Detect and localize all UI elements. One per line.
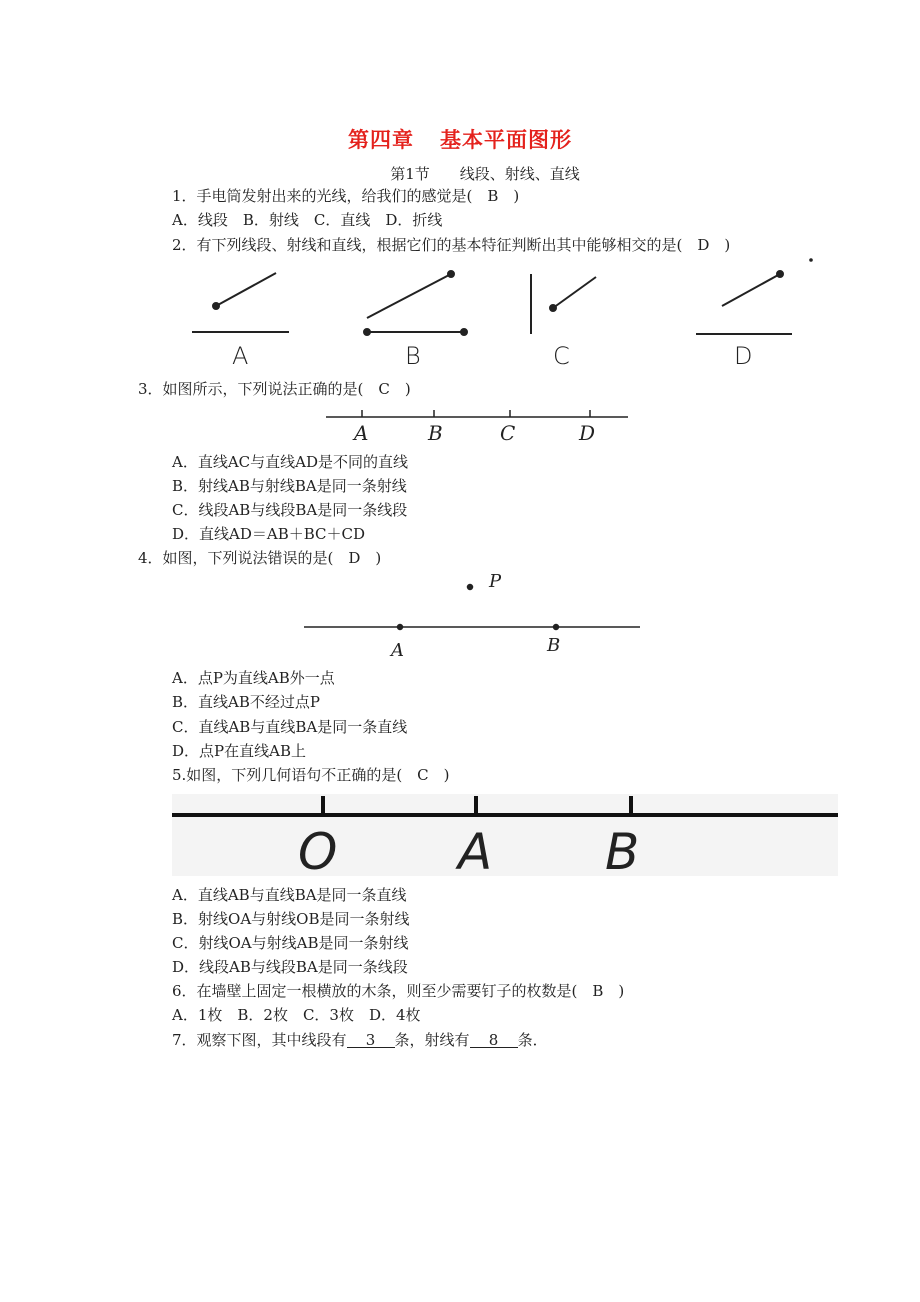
q7-text-mid: 条，射线有 bbox=[394, 1031, 470, 1049]
q5-option-c: C．射线OA与射线AB是同一条射线 bbox=[172, 934, 409, 952]
chapter-title: 第四章 基本平面图形 bbox=[348, 128, 572, 152]
section-title: 第1节 线段、射线、直线 bbox=[390, 165, 580, 183]
q5-point-b: B bbox=[605, 823, 640, 881]
q7-answer-rays: 8 bbox=[470, 1033, 518, 1048]
q1-options: A．线段 B．射线 C．直线 D．折线 bbox=[172, 211, 443, 229]
q2-label-d: D bbox=[734, 342, 753, 370]
q3-line-figure bbox=[326, 410, 628, 417]
q7-text-after: 条． bbox=[517, 1031, 548, 1049]
q2-figure-c bbox=[531, 274, 596, 334]
q5-figure bbox=[172, 794, 838, 876]
q5-point-o: O bbox=[298, 823, 338, 881]
q6-stem: 6．在墙壁上固定一根横放的木条，则至少需要钉子的枚数是( B ) bbox=[172, 982, 625, 1000]
q1-stem: 1．手电筒发射出来的光线，给我们的感觉是( B ) bbox=[172, 187, 520, 205]
q4-option-d: D．点P在直线AB上 bbox=[172, 742, 306, 760]
q2-label-b: B bbox=[405, 342, 421, 370]
q5-stem: 5.如图，下列几何语句不正确的是( C ) bbox=[172, 766, 450, 784]
q2-stem: 2．有下列线段、射线和直线，根据它们的基本特征判断出其中能够相交的是( D ) bbox=[172, 236, 731, 254]
q5-option-b: B．射线OA与射线OB是同一条射线 bbox=[172, 910, 410, 928]
q4-option-b: B．直线AB不经过点P bbox=[172, 693, 320, 711]
q3-option-a: A．直线AC与直线AD是不同的直线 bbox=[172, 453, 409, 471]
q4-option-c: C．直线AB与直线BA是同一条直线 bbox=[172, 718, 408, 736]
q2-figure-a bbox=[192, 273, 289, 332]
q7-answer-segments: 3 bbox=[347, 1033, 395, 1048]
q4-stem: 4．如图，下列说法错误的是( D ) bbox=[138, 549, 382, 567]
q7-question bbox=[172, 1031, 548, 1049]
q2-figure-b bbox=[364, 271, 467, 335]
q3-point-d: D bbox=[579, 421, 596, 445]
q2-label-a: A bbox=[232, 342, 249, 370]
q4-point-b: B bbox=[547, 635, 561, 656]
q3-point-b: B bbox=[428, 421, 443, 445]
q6-options: A．1枚 B．2枚 C．3枚 D．4枚 bbox=[172, 1006, 421, 1024]
q3-point-c: C bbox=[500, 421, 516, 445]
q3-point-a: A bbox=[354, 421, 369, 445]
q3-option-b: B．射线AB与射线BA是同一条射线 bbox=[172, 477, 407, 495]
q5-option-d: D．线段AB与线段BA是同一条线段 bbox=[172, 958, 408, 976]
q7-text-before: 7．观察下图，其中线段有 bbox=[172, 1031, 347, 1049]
q3-option-d: D．直线AD＝AB＋BC＋CD bbox=[172, 525, 366, 543]
q5-option-a: A．直线AB与直线BA是同一条直线 bbox=[172, 886, 407, 904]
q2-label-c: C bbox=[553, 342, 570, 370]
q4-point-p: P bbox=[489, 571, 502, 592]
q4-option-a: A．点P为直线AB外一点 bbox=[172, 669, 335, 687]
q2-figure-d bbox=[696, 259, 812, 334]
q4-figure bbox=[304, 585, 640, 630]
q3-option-c: C．线段AB与线段BA是同一条线段 bbox=[172, 501, 408, 519]
q5-point-a: A bbox=[458, 823, 493, 881]
q4-point-a: A bbox=[391, 640, 404, 661]
q3-stem: 3．如图所示，下列说法正确的是( C ) bbox=[138, 380, 411, 398]
